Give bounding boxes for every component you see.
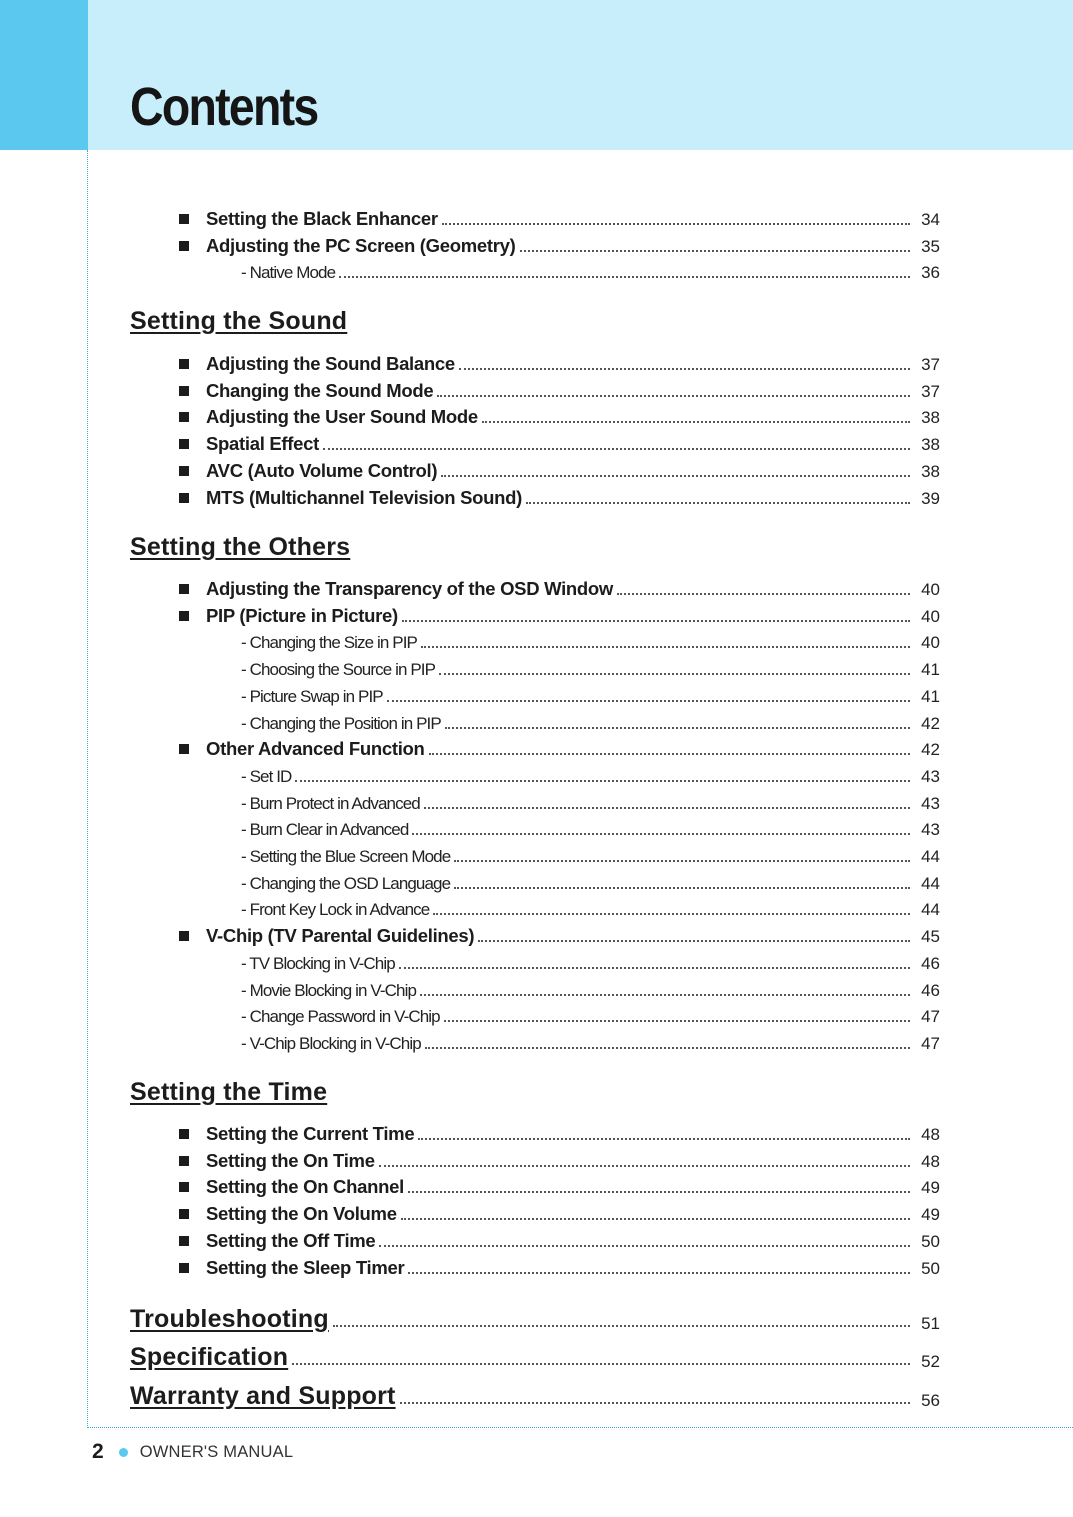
toc-page-number: 44 xyxy=(921,900,940,920)
page-footer xyxy=(92,1440,293,1464)
header-accent-bar xyxy=(0,0,88,150)
square-bullet-icon xyxy=(179,584,189,594)
dot-leader xyxy=(459,368,910,370)
toc-page-number: 48 xyxy=(921,1125,940,1144)
toc-item[interactable] xyxy=(0,233,1073,259)
toc-subitem[interactable] xyxy=(0,1003,1073,1029)
square-bullet-icon xyxy=(179,214,189,224)
dot-leader xyxy=(339,276,910,278)
toc-page-number: 45 xyxy=(921,927,940,947)
toc-subitem[interactable] xyxy=(0,870,1073,896)
toc-entry-label: Setting the Current Time xyxy=(206,1123,415,1144)
square-bullet-icon xyxy=(179,1236,189,1246)
toc-entry-label: - Native Mode xyxy=(241,263,336,283)
toc-subitem[interactable] xyxy=(0,977,1073,1003)
toc-top-entry[interactable] xyxy=(0,1379,1073,1410)
section-heading[interactable]: Setting the Sound xyxy=(130,307,348,335)
toc-page-number: 56 xyxy=(921,1391,940,1410)
toc-page-number: 52 xyxy=(921,1352,940,1371)
toc-entry-label: - Change Password in V-Chip xyxy=(241,1007,440,1027)
dot-leader xyxy=(437,395,910,397)
toc-page-number: 46 xyxy=(921,953,940,973)
toc-page-number: 47 xyxy=(921,1007,940,1027)
dot-leader xyxy=(408,1191,910,1193)
dot-leader xyxy=(295,780,910,782)
toc-page-number: 49 xyxy=(921,1205,940,1225)
toc-page-number: 39 xyxy=(921,488,940,508)
toc-page-number: 40 xyxy=(921,580,940,599)
dot-leader xyxy=(441,475,910,477)
toc-page-number: 41 xyxy=(921,660,940,680)
toc-page-number: 42 xyxy=(921,713,940,733)
toc-subitem[interactable] xyxy=(0,763,1073,789)
square-bullet-icon xyxy=(179,359,189,369)
toc-entry-label: - Changing the Size in PIP xyxy=(241,633,417,653)
dot-leader xyxy=(429,753,910,755)
toc-page-number: 44 xyxy=(921,873,940,893)
square-bullet-icon xyxy=(179,493,189,503)
toc-entry-label: Other Advanced Function xyxy=(206,738,425,760)
toc-subitem[interactable] xyxy=(0,683,1073,709)
toc-entry-label: Setting the Black Enhancer xyxy=(206,208,438,229)
toc-entry-label: Setting the Off Time xyxy=(206,1229,376,1251)
toc-entry-label: - V-Chip Blocking in V-Chip xyxy=(241,1033,421,1053)
footer-label: OWNER'S MANUAL xyxy=(139,1442,294,1461)
toc-page-number: 43 xyxy=(921,766,940,786)
square-bullet-icon xyxy=(179,386,189,396)
toc-entry-label: - Front Key Lock in Advance xyxy=(241,900,430,920)
dot-leader xyxy=(379,1165,910,1167)
square-bullet-icon xyxy=(179,241,189,251)
toc-page-number: 34 xyxy=(921,210,940,229)
toc-entry-label: - TV Blocking in V-Chip xyxy=(241,953,395,973)
toc-page-number: 37 xyxy=(921,355,940,374)
footer-page-number: 2 xyxy=(92,1440,104,1463)
toc-entry-label: Setting the Sleep Timer xyxy=(206,1256,405,1278)
dot-leader xyxy=(400,1402,910,1404)
dot-leader xyxy=(323,448,910,450)
toc-entry-label: AVC (Auto Volume Control) xyxy=(206,459,438,481)
toc-page-number: 48 xyxy=(921,1151,940,1171)
dot-leader xyxy=(424,807,910,809)
toc-entry-label: Setting the On Time xyxy=(206,1149,375,1171)
toc-entry-label: Adjusting the User Sound Mode xyxy=(206,406,478,428)
dot-leader xyxy=(482,421,910,423)
toc-item[interactable] xyxy=(0,206,1073,232)
toc-page-number: 38 xyxy=(921,461,940,481)
toc-item[interactable] xyxy=(0,1174,1073,1200)
dot-leader xyxy=(292,1363,910,1365)
toc-entry-label: Setting the On Channel xyxy=(206,1176,404,1198)
toc-page-number: 51 xyxy=(921,1314,940,1333)
toc-page-number: 38 xyxy=(921,435,940,455)
toc-page-number: 42 xyxy=(921,740,940,760)
toc-page-number: 50 xyxy=(921,1258,940,1278)
toc-page-number: 46 xyxy=(921,980,940,1000)
square-bullet-icon xyxy=(179,1263,189,1273)
toc-entry-label: Adjusting the Sound Balance xyxy=(206,353,455,374)
toc-page-number: 47 xyxy=(921,1033,940,1053)
dot-leader xyxy=(421,646,910,648)
toc-entry-label: Spatial Effect xyxy=(206,433,319,455)
toc-page-number: 35 xyxy=(921,236,940,256)
toc-item[interactable] xyxy=(0,404,1073,430)
toc-page-number: 36 xyxy=(921,263,940,283)
dot-leader xyxy=(425,1047,910,1049)
toc-entry-label: Adjusting the Transparency of the OSD Window xyxy=(206,578,614,599)
square-bullet-icon xyxy=(179,1209,189,1219)
dot-leader xyxy=(439,673,910,675)
dot-leader xyxy=(420,994,910,996)
dot-leader xyxy=(333,1325,910,1327)
dot-leader xyxy=(617,593,910,595)
toc-item[interactable] xyxy=(0,736,1073,762)
dot-leader xyxy=(454,887,910,889)
toc-page-number: 40 xyxy=(921,633,940,653)
toc-subitem[interactable] xyxy=(0,816,1073,842)
dot-leader xyxy=(442,223,910,225)
toc-page-number: 49 xyxy=(921,1178,940,1198)
dot-leader xyxy=(454,860,910,862)
toc-item[interactable] xyxy=(0,603,1073,629)
footer-bullet-icon xyxy=(119,1448,128,1457)
toc-entry-label: PIP (Picture in Picture) xyxy=(206,604,398,626)
square-bullet-icon xyxy=(179,1182,189,1192)
toc-subitem[interactable] xyxy=(0,710,1073,736)
toc-entry-label: Setting the On Volume xyxy=(206,1203,397,1225)
toc-subitem[interactable] xyxy=(0,656,1073,682)
toc-entry-label: Changing the Sound Mode xyxy=(206,379,434,401)
dot-leader xyxy=(478,940,910,942)
section-heading[interactable]: Setting the Time xyxy=(130,1078,328,1106)
dot-leader xyxy=(520,250,911,252)
square-bullet-icon xyxy=(179,466,189,476)
square-bullet-icon xyxy=(179,611,189,621)
square-bullet-icon xyxy=(179,744,189,754)
toc-item[interactable] xyxy=(0,576,1073,602)
toc-subitem[interactable] xyxy=(0,1030,1073,1056)
toc-item[interactable] xyxy=(0,378,1073,404)
toc-page-number: 43 xyxy=(921,820,940,840)
dot-leader xyxy=(399,967,910,969)
toc-entry-label: Specification xyxy=(130,1343,289,1371)
square-bullet-icon xyxy=(179,1129,189,1139)
toc-subitem[interactable] xyxy=(0,896,1073,922)
toc-item[interactable] xyxy=(0,1201,1073,1227)
dot-leader xyxy=(433,913,910,915)
square-bullet-icon xyxy=(179,931,189,941)
dot-leader xyxy=(401,1218,910,1220)
toc-top-entry[interactable] xyxy=(0,1302,1073,1333)
toc-subitem[interactable] xyxy=(0,843,1073,869)
toc-entry-label: MTS (Multichannel Television Sound) xyxy=(206,486,522,508)
dot-leader xyxy=(412,833,910,835)
toc-page-number: 40 xyxy=(921,606,940,626)
toc-page-number: 38 xyxy=(921,408,940,428)
toc-entry-label: - Changing the OSD Language xyxy=(241,873,451,893)
toc-subitem[interactable] xyxy=(0,950,1073,976)
dot-leader xyxy=(445,727,910,729)
toc-item[interactable] xyxy=(0,1148,1073,1174)
square-bullet-icon xyxy=(179,439,189,449)
toc-entry-label: Adjusting the PC Screen (Geometry) xyxy=(206,234,516,256)
dot-leader xyxy=(444,1020,910,1022)
toc-entry-label: - Changing the Position in PIP xyxy=(241,713,441,733)
toc-item[interactable] xyxy=(0,485,1073,511)
toc-item[interactable] xyxy=(0,923,1073,949)
toc-entry-label: Warranty and Support xyxy=(130,1382,396,1410)
square-bullet-icon xyxy=(179,412,189,422)
dot-leader xyxy=(418,1138,910,1140)
toc-entry-label: - Set ID xyxy=(241,766,292,786)
toc-item[interactable] xyxy=(0,458,1073,484)
toc-page-number: 44 xyxy=(921,847,940,866)
toc-page-number: 41 xyxy=(921,686,940,706)
toc-entry-label: V-Chip (TV Parental Guidelines) xyxy=(206,925,475,947)
toc-entry-label: - Burn Protect in Advanced xyxy=(241,793,420,813)
toc-item[interactable] xyxy=(0,351,1073,377)
square-bullet-icon xyxy=(179,1156,189,1166)
toc-entry-label: - Picture Swap in PIP xyxy=(241,686,383,706)
toc-top-entry[interactable] xyxy=(0,1340,1073,1371)
toc-page-number: 43 xyxy=(921,793,940,813)
toc-item[interactable] xyxy=(0,431,1073,457)
dot-leader xyxy=(387,700,910,702)
toc-item[interactable] xyxy=(0,1228,1073,1254)
toc-item[interactable] xyxy=(0,1121,1073,1147)
toc-page-number: 37 xyxy=(921,381,940,401)
toc-entry-label: - Burn Clear in Advanced xyxy=(241,820,409,840)
dot-leader xyxy=(402,620,910,622)
toc-subitem[interactable] xyxy=(0,629,1073,655)
dot-leader xyxy=(526,502,910,504)
toc-page-number: 50 xyxy=(921,1231,940,1251)
dot-leader xyxy=(379,1245,910,1247)
bottom-divider xyxy=(87,1427,1073,1428)
toc-item[interactable] xyxy=(0,1255,1073,1281)
toc-entry-label: - Setting the Blue Screen Mode xyxy=(241,847,451,866)
toc-subitem[interactable] xyxy=(0,790,1073,816)
toc-entry-label: Troubleshooting xyxy=(130,1305,329,1333)
section-heading[interactable]: Setting the Others xyxy=(130,533,351,561)
dot-leader xyxy=(408,1272,910,1274)
toc-entry-label: - Choosing the Source in PIP xyxy=(241,660,436,680)
toc-subitem[interactable] xyxy=(0,259,1073,285)
page-title: Contents xyxy=(130,77,318,137)
toc-entry-label: - Movie Blocking in V-Chip xyxy=(241,980,417,1000)
